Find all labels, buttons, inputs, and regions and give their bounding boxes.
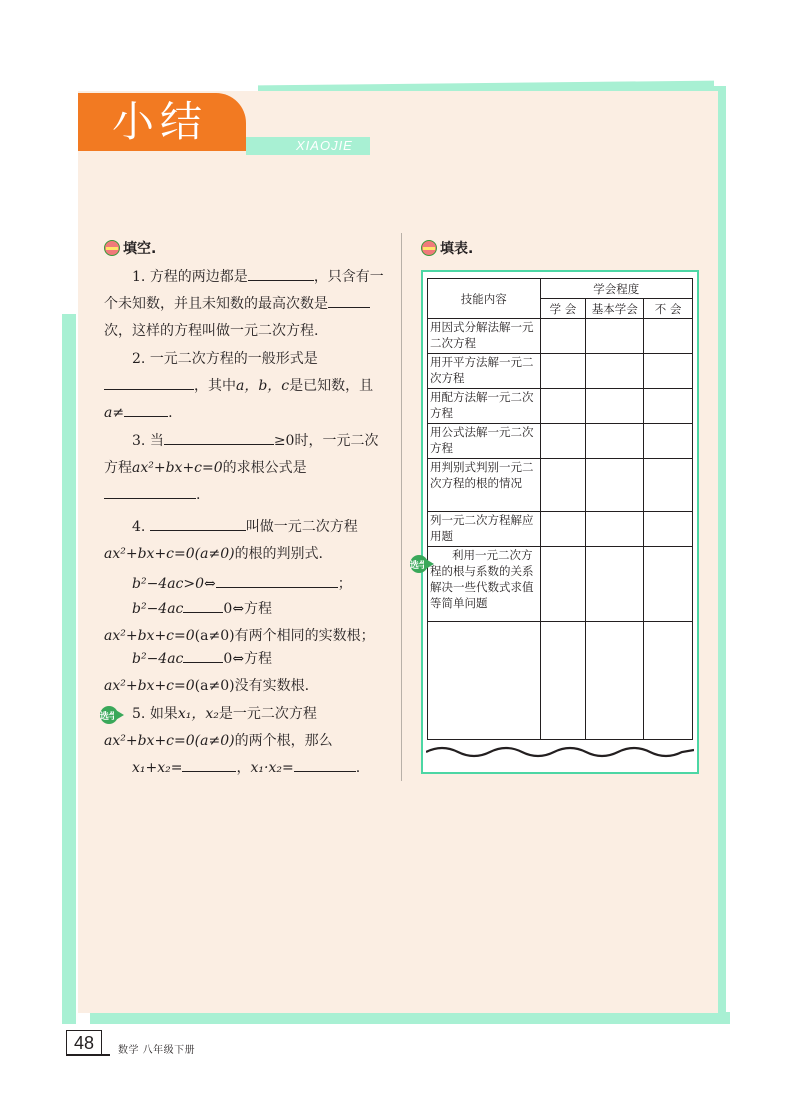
table-row: 用因式分解法解一元二次方程 (428, 319, 693, 354)
answer-blank[interactable] (124, 402, 168, 417)
question-4: 4. 叫做一元二次方程ax²+bx+c=0(a≠0)的根的判别式. (104, 514, 386, 568)
column-divider (401, 233, 402, 781)
table-row: 用公式法解一元二次方程 (428, 424, 693, 459)
table-row: 利用一元二次方程的根与系数的关系解决一些代数式求值等简单问题 (428, 547, 693, 622)
elective-badge: 选学 (410, 555, 440, 573)
answer-blank[interactable] (328, 293, 370, 308)
answer-blank[interactable] (164, 430, 274, 445)
answer-blank[interactable] (183, 648, 223, 663)
fill-table-heading (421, 238, 473, 258)
question-5: 5. 如果x₁，x₂是一元二次方程ax²+bx+c=0(a≠0)的两个根，那么 (104, 706, 333, 749)
page-subtitle: XIAOJIE (296, 138, 353, 153)
answer-blank[interactable] (294, 757, 356, 772)
answer-blank[interactable] (182, 757, 236, 772)
answer-blank[interactable] (183, 598, 223, 613)
answer-blank[interactable] (150, 516, 246, 531)
discriminant-line-3: b²−4ac 0⇔方程ax²+bx+c=0(a≠0)没有实数根. (104, 646, 386, 700)
table-row: 用开平方法解一元二次方程 (428, 354, 693, 389)
torn-edge (426, 744, 694, 758)
book-name: 数学 八年级下册 (118, 1045, 196, 1056)
fill-table-heading-text: 填表. (440, 241, 474, 257)
page-number: 48 (66, 1030, 102, 1055)
col-header-learned: 学 会 (540, 299, 586, 319)
table-row-empty (428, 622, 693, 740)
answer-blank[interactable] (104, 375, 194, 390)
table-row: 用判别式判别一元二次方程的根的情况 (428, 459, 693, 512)
question-3: 3. 当 ≥0时，一元二次方程ax²+bx+c=0的求根公式是. (104, 428, 386, 509)
col-header-level: 学会程度 (540, 279, 692, 299)
fill-blank-heading (104, 238, 156, 258)
page-number-rule (66, 1054, 110, 1056)
bowl-icon (421, 240, 437, 256)
table-row: 用配方法解一元二次方程 (428, 389, 693, 424)
question-1: 1. 方程的两边都是 ，只含有一个未知数，并且未知数的最高次数是次，这样的方程叫做一元二次方程. (104, 264, 386, 345)
col-header-basic: 基本学会 (586, 299, 644, 319)
elective-badge: 选学 (100, 706, 130, 724)
page-title: 小结 (112, 97, 209, 146)
answer-blank[interactable] (248, 266, 314, 281)
skills-table (427, 278, 693, 740)
mint-strip-left (62, 314, 76, 1024)
answer-blank[interactable] (104, 484, 196, 499)
discriminant-line-1: b²−4ac>0⇔ ； (132, 571, 386, 598)
mint-strip-bottom (90, 1012, 730, 1024)
answer-blank[interactable] (216, 573, 338, 588)
bowl-icon (104, 240, 120, 256)
col-header-not: 不 会 (644, 299, 693, 319)
fill-blank-heading-text: 填空. (123, 241, 157, 257)
table-row: 列一元二次方程解应用题 (428, 512, 693, 547)
question-5-answers: x₁+x₂= ，x₁·x₂= . (132, 755, 386, 782)
discriminant-line-2: b²−4ac 0⇔方程ax²+bx+c=0(a≠0)有两个相同的实数根； (104, 596, 386, 650)
col-header-skill: 技能内容 (428, 279, 541, 319)
question-2: 2. 一元二次方程的一般形式是，其中a，b，c是已知数，且a≠ . (104, 351, 374, 421)
